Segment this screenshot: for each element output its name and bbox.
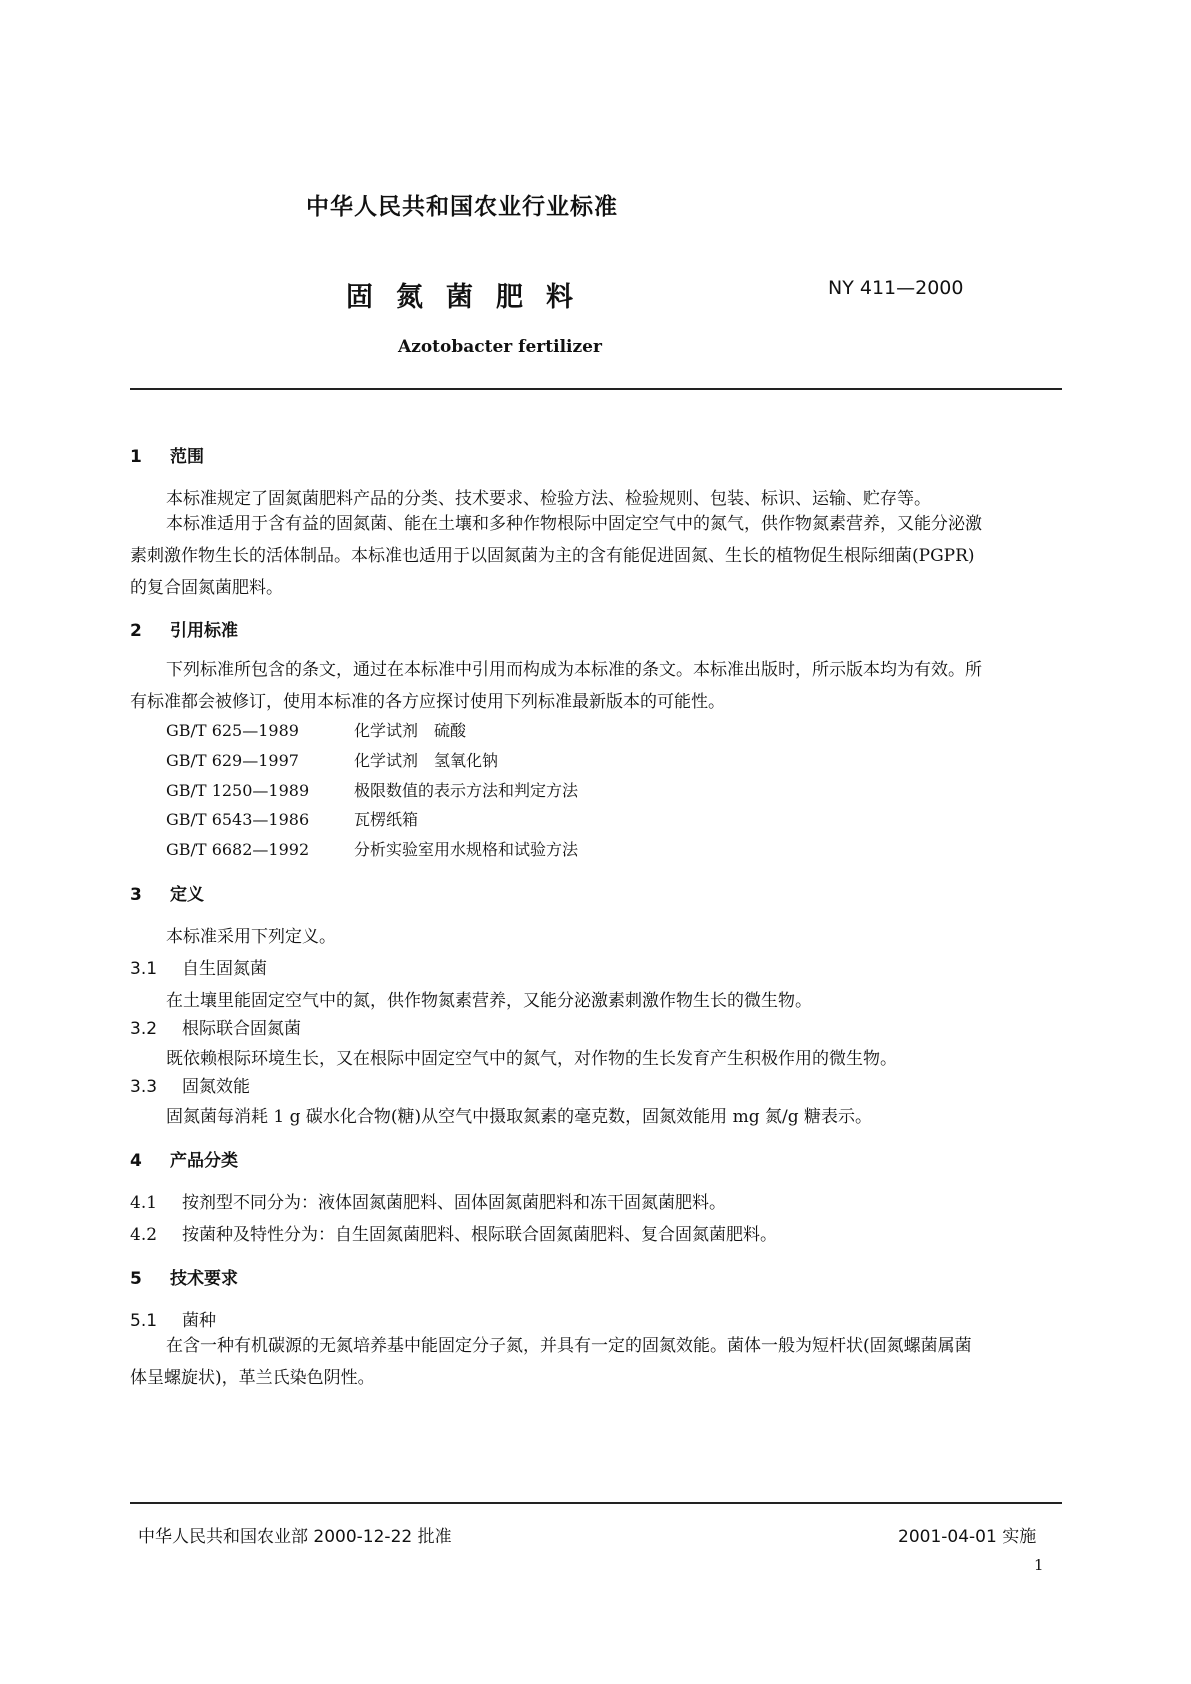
- section-2-heading: [130, 616, 238, 641]
- clause-number: 3.2: [130, 1019, 158, 1039]
- section-2-paragraph-1: 下列标准所包含的条文，通过在本标准中引用而构成为本标准的条文。本标准出版时，所示版本均为有效。所有标准都会被修订，使用本标准的各方应探讨使用下列标准最新版本的可能性。: [130, 660, 982, 712]
- reference-item: [166, 718, 466, 741]
- section-3-intro: 本标准采用下列定义。: [166, 927, 336, 947]
- clause-text: 按剂型不同分为：液体固氮菌肥料、固体固氮菌肥料和冻干固氮菌肥料。: [182, 1193, 726, 1213]
- document-title: 固氮菌肥料: [346, 282, 596, 313]
- reference-name: 分析实验室用水规格和试验方法: [354, 840, 579, 859]
- definition-term: [130, 954, 267, 979]
- subsection-title: 菌种: [182, 1311, 216, 1331]
- section-title: 定义: [170, 885, 204, 905]
- section-3-heading: [130, 880, 204, 905]
- reference-code: GB/T 6543—1986: [166, 810, 310, 829]
- section-number: 2: [130, 621, 142, 641]
- definition-text: 既依赖根际环境生长，又在根际中固定空气中的氮气，对作物的生长发育产生积极作用的微生物。: [166, 1049, 897, 1069]
- section-title: 产品分类: [170, 1151, 238, 1171]
- reference-code: GB/T 629—1997: [166, 751, 299, 770]
- reference-name: 瓦楞纸箱: [354, 810, 419, 829]
- standard-category: 中华人民共和国农业行业标准: [306, 194, 618, 220]
- section-1-heading: [130, 442, 204, 467]
- page-number: 1: [1034, 1556, 1044, 1574]
- section-number: 4: [130, 1151, 142, 1171]
- clause-number: 4.1: [130, 1193, 158, 1213]
- section-number: 1: [130, 447, 142, 467]
- reference-item: [166, 748, 498, 771]
- header-divider: [130, 388, 1062, 390]
- approval-date: 中华人民共和国农业部 2000-12-22 批准: [138, 1527, 452, 1547]
- classification-item: [130, 1188, 726, 1213]
- effective-date: 2001-04-01 实施: [898, 1527, 1037, 1547]
- clause-number: 4.2: [130, 1225, 158, 1245]
- term-name: 固氮效能: [182, 1077, 250, 1097]
- reference-code: GB/T 1250—1989: [166, 781, 310, 800]
- definition-text: 固氮菌每消耗 1 g 碳水化合物(糖)从空气中摄取氮素的毫克数，固氮效能用 mg 氮/g 糖表示。: [166, 1107, 872, 1127]
- section-4-heading: [130, 1146, 238, 1171]
- reference-name: 化学试剂 氢氧化钠: [354, 751, 499, 770]
- section-title: 引用标准: [170, 621, 238, 641]
- clause-number: 5.1: [130, 1311, 158, 1331]
- reference-code: GB/T 6682—1992: [166, 840, 310, 859]
- term-name: 根际联合固氮菌: [182, 1019, 301, 1039]
- definition-term: [130, 1072, 250, 1097]
- subsection-5-1-heading: [130, 1306, 216, 1331]
- reference-name: 化学试剂 硫酸: [354, 721, 467, 740]
- section-title: 范围: [170, 447, 204, 467]
- term-name: 自生固氮菌: [182, 959, 267, 979]
- section-1-paragraph-1: 本标准规定了固氮菌肥料产品的分类、技术要求、检验方法、检验规则、包装、标识、运输、贮存等。: [166, 489, 931, 509]
- section-1-paragraph-2: 本标准适用于含有益的固氮菌、能在土壤和多种作物根际中固定空气中的氮气，供作物氮素营养，又能分泌激素刺激作物生长的活体制品。本标准也适用于以固氮菌为主的含有能促进固氮、生长的植物促生根际细菌(PGPR)的复合固氮菌肥料。: [130, 514, 982, 598]
- clause-number: 3.1: [130, 959, 158, 979]
- reference-code: GB/T 625—1989: [166, 721, 299, 740]
- footer-divider: [130, 1502, 1062, 1504]
- section-title: 技术要求: [170, 1269, 238, 1289]
- classification-item: [130, 1220, 777, 1245]
- definition-text: 在土壤里能固定空气中的氮，供作物氮素营养，又能分泌激素刺激作物生长的微生物。: [166, 991, 812, 1011]
- reference-item: [166, 837, 578, 860]
- section-5-heading: [130, 1264, 238, 1289]
- english-title: Azotobacter fertilizer: [398, 337, 602, 357]
- subsection-5-1-text: 在含一种有机碳源的无氮培养基中能固定分子氮，并具有一定的固氮效能。菌体一般为短杆状(固氮螺菌属菌体呈螺旋状)，革兰氏染色阴性。: [130, 1336, 972, 1388]
- reference-item: [166, 778, 578, 801]
- reference-name: 极限数值的表示方法和判定方法: [354, 781, 579, 800]
- section-number: 5: [130, 1269, 142, 1289]
- clause-text: 按菌种及特性分为：自生固氮菌肥料、根际联合固氮菌肥料、复合固氮菌肥料。: [182, 1225, 777, 1245]
- reference-item: [166, 807, 418, 830]
- section-number: 3: [130, 885, 142, 905]
- definition-term: [130, 1014, 301, 1039]
- clause-number: 3.3: [130, 1077, 158, 1097]
- standard-code: NY 411—2000: [828, 277, 964, 299]
